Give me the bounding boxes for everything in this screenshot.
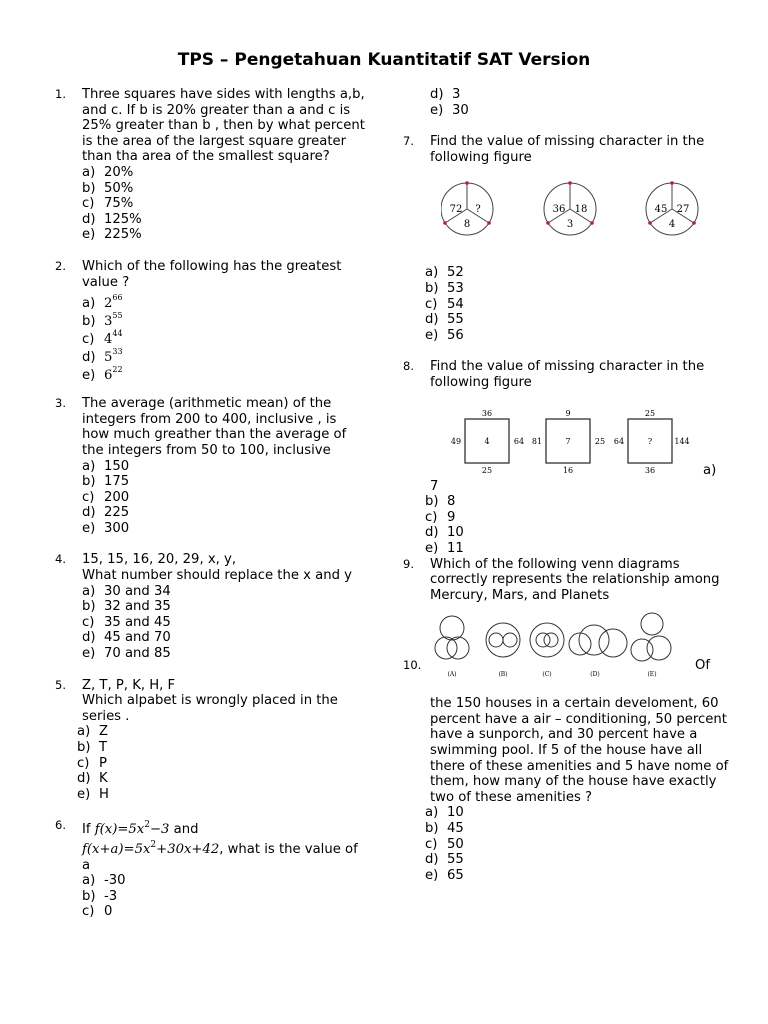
- option-label: e): [425, 867, 439, 883]
- right-value: 64: [513, 436, 525, 446]
- right-value: 144: [674, 436, 690, 446]
- power-exponent: 33: [112, 347, 123, 357]
- answer-option[interactable]: [82, 308, 365, 330]
- option-text: P: [99, 755, 107, 771]
- option-text: 30: [452, 102, 469, 118]
- answer-option[interactable]: [82, 196, 365, 212]
- question-text: Which of the following venn diagrams correctly represents the relationship among Mercury, Mars, and Planets: [430, 556, 720, 603]
- question-10: [403, 603, 733, 681]
- venn-circle: [631, 639, 653, 661]
- option-label: c): [82, 904, 95, 920]
- option-label: d): [82, 505, 96, 521]
- question-number: 5.: [55, 677, 66, 692]
- question-text: The average (arithmetic mean) of the integers from 200 to 400, inclusive , is how much greather than the average of the integers from 50 to 100, inclusive: [82, 396, 347, 458]
- right-value: 25: [594, 436, 606, 446]
- answer-option[interactable]: [82, 290, 365, 312]
- question-number: 1.: [55, 87, 66, 101]
- options-q10: [403, 805, 733, 883]
- power-base: 4: [104, 332, 113, 348]
- venn-diagram-c: [530, 623, 564, 657]
- option-label: e): [82, 646, 96, 662]
- answer-option[interactable]: [82, 584, 365, 600]
- option-text: T: [99, 740, 108, 755]
- node-dot: [670, 182, 674, 186]
- bottom-value: 3: [566, 219, 574, 231]
- question-tail: , what is the value of a: [82, 841, 358, 873]
- venn-label: (B): [498, 671, 508, 679]
- answer-option[interactable]: [82, 212, 365, 228]
- venn-diagram-a: [435, 616, 469, 659]
- venn-circle: [647, 636, 671, 660]
- number-series: 15, 15, 16, 20, 29, x, y,: [82, 552, 237, 568]
- venn-diagram-d: [569, 625, 627, 657]
- node-dot: [443, 222, 447, 226]
- option-label: a): [82, 164, 96, 180]
- option-label: c): [82, 332, 95, 348]
- option-text: 9: [447, 509, 456, 525]
- question-1: [55, 87, 365, 243]
- options-q4: [55, 584, 365, 662]
- answer-option[interactable]: [82, 490, 365, 506]
- option-label: a): [82, 296, 96, 312]
- question-number: 4.: [55, 552, 66, 567]
- venn-circle: [544, 633, 558, 647]
- option-text: Z: [99, 724, 109, 740]
- node-dot: [465, 182, 469, 186]
- option-label: c): [425, 296, 438, 312]
- question-number: 2.: [55, 258, 66, 273]
- option-label: a): [82, 583, 96, 599]
- square-figure: [429, 409, 733, 479]
- option-label: c): [82, 614, 95, 630]
- option-label: a): [82, 458, 96, 474]
- options-q6-left: [55, 873, 365, 920]
- options-q5: [55, 724, 365, 802]
- option-text: 70 and 85: [104, 646, 171, 662]
- answer-option[interactable]: [82, 362, 365, 384]
- options-q8: [403, 494, 733, 556]
- answer-option[interactable]: [425, 494, 733, 510]
- option-label: b): [77, 740, 91, 755]
- venn-label: (E): [647, 671, 657, 679]
- center-value: 7: [565, 436, 571, 446]
- question-text: Find the value of missing character in the following figure: [430, 359, 705, 390]
- option-text: -30: [104, 873, 126, 889]
- option-label: c): [82, 196, 95, 212]
- option-label: e): [82, 368, 96, 384]
- option-label: b): [82, 474, 96, 490]
- power-exponent: 55: [112, 311, 123, 321]
- option-text: 3: [452, 87, 461, 102]
- right-value: 18: [574, 204, 588, 216]
- option-label: e): [430, 102, 444, 118]
- power-base: 5: [104, 350, 113, 366]
- option-power: [104, 365, 123, 384]
- option-label: d): [77, 771, 91, 787]
- question-text: Find the value of missing character in the following figure: [430, 134, 705, 165]
- option-label: e): [77, 786, 91, 802]
- bottom-value: 4: [668, 219, 676, 231]
- venn-figure: [430, 608, 682, 685]
- option-label: e): [425, 327, 439, 343]
- question-6: [55, 818, 365, 920]
- answer-option[interactable]: [425, 297, 733, 313]
- option-label: b): [425, 821, 439, 837]
- answer-option[interactable]: [425, 837, 733, 853]
- venn-diagrams-figure: [430, 608, 682, 680]
- answer-option[interactable]: [77, 771, 365, 787]
- option-text: 225%: [104, 227, 142, 243]
- node-dot: [692, 222, 696, 226]
- option-label: a): [425, 805, 439, 821]
- option-text: H: [99, 786, 109, 802]
- left-value: 81: [531, 436, 543, 446]
- option-text: 8: [447, 494, 456, 510]
- option-text: 54: [447, 296, 464, 312]
- option-text: -3: [104, 888, 118, 904]
- center-value: 4: [484, 436, 490, 446]
- power-base: 2: [104, 296, 113, 312]
- answer-option[interactable]: [425, 805, 733, 821]
- option-label: e): [82, 520, 96, 536]
- venn-label: (A): [447, 671, 457, 679]
- top-value: 25: [644, 408, 656, 418]
- circle-figure: [441, 179, 733, 251]
- option-text: 32 and 35: [104, 599, 171, 615]
- option-label: a): [77, 724, 91, 740]
- answer-option[interactable]: [82, 474, 365, 490]
- left-value: 45: [654, 204, 668, 216]
- question-text: Which alpabet is wrongly placed in the series .: [82, 693, 338, 724]
- option-text: 75%: [104, 196, 134, 212]
- answer-option[interactable]: [82, 889, 365, 905]
- bottom-value: 8: [463, 219, 471, 231]
- question-number: 9.: [403, 556, 414, 571]
- options-q1: [55, 165, 365, 243]
- answer-option[interactable]: [82, 904, 365, 920]
- top-value: 9: [565, 408, 571, 418]
- answer-option[interactable]: [82, 227, 365, 243]
- answer-option[interactable]: [82, 599, 365, 615]
- answer-option[interactable]: [82, 505, 365, 521]
- venn-circle: [489, 633, 503, 647]
- if-word: If: [82, 822, 91, 838]
- venn-circle: [435, 637, 457, 659]
- bottom-value: 25: [481, 465, 493, 475]
- option-text: 300: [104, 520, 130, 536]
- answer-option[interactable]: [425, 328, 733, 344]
- option-label: e): [425, 540, 439, 556]
- venn-circle: [503, 633, 517, 647]
- option-text: 10: [447, 805, 464, 821]
- option-text: 225: [104, 505, 130, 521]
- option-a-value: 7: [430, 478, 439, 494]
- option-label: b): [82, 599, 96, 615]
- left-value: 72: [449, 204, 463, 216]
- circle-puzzle: [441, 182, 493, 236]
- question-4: [55, 552, 365, 661]
- option-label: b): [82, 314, 96, 330]
- option-label: c): [82, 489, 95, 505]
- options-q7: [403, 265, 733, 343]
- answer-option[interactable]: [82, 459, 365, 475]
- answer-option[interactable]: [77, 756, 365, 772]
- center-value: ?: [647, 436, 653, 446]
- question-number: 3.: [55, 396, 66, 411]
- option-label: c): [77, 755, 90, 771]
- letter-series: Z, T, P, K, H, F: [82, 677, 176, 693]
- answer-option[interactable]: [425, 281, 733, 297]
- venn-diagram-e: [631, 613, 671, 661]
- and-word: and: [173, 822, 199, 838]
- circle-puzzle: [544, 182, 596, 236]
- answer-option[interactable]: [425, 868, 733, 884]
- venn-circle: [530, 623, 564, 657]
- right-value: 27: [676, 204, 690, 216]
- question-7: [403, 134, 733, 343]
- bottom-value: 16: [562, 465, 574, 475]
- right-column: [403, 87, 733, 883]
- node-dot: [590, 222, 594, 226]
- option-label: d): [425, 852, 439, 868]
- left-value: 64: [613, 436, 625, 446]
- power-exponent: 44: [112, 329, 123, 339]
- venn-label: (D): [590, 671, 600, 679]
- answer-option[interactable]: [82, 165, 365, 181]
- option-text: 55: [447, 312, 464, 328]
- answer-option[interactable]: [425, 312, 733, 328]
- option-text: 52: [447, 265, 464, 281]
- option-label: a): [82, 873, 96, 889]
- option-text: 56: [447, 327, 464, 343]
- answer-option[interactable]: [77, 724, 365, 740]
- option-label: e): [82, 227, 96, 243]
- option-label: d): [82, 350, 96, 366]
- question-8: [403, 359, 733, 556]
- answer-option[interactable]: [82, 646, 365, 662]
- venn-circle: [641, 613, 663, 635]
- question-2: [55, 258, 365, 384]
- question-5: [55, 678, 365, 803]
- option-label: d): [425, 312, 439, 328]
- option-text: 125%: [104, 211, 142, 227]
- option-text: 30 and 34: [104, 583, 171, 599]
- right-value: ?: [475, 204, 481, 216]
- option-text: K: [99, 771, 108, 787]
- option-label: c): [425, 509, 438, 525]
- left-value: 36: [552, 204, 566, 216]
- node-dot: [487, 222, 491, 226]
- question-number: 10.: [403, 658, 422, 673]
- option-label: d): [82, 630, 96, 646]
- option-text: 65: [447, 867, 464, 883]
- function-1: [95, 822, 170, 837]
- power-exponent: 22: [112, 365, 123, 375]
- answer-option[interactable]: [82, 615, 365, 631]
- option-text: 53: [447, 280, 464, 296]
- options-q2: [55, 290, 365, 384]
- option-label: c): [425, 836, 438, 852]
- option-text: 150: [104, 458, 130, 474]
- answer-option[interactable]: [425, 541, 733, 557]
- square-puzzle: [451, 409, 524, 475]
- top-value: 36: [481, 408, 493, 418]
- venn-circle: [440, 616, 464, 640]
- question-text: Three squares have sides with lengths a,b, and c. If b is 20% greater than a and c is 25% greater than b , then by what percent is the area of the largest square greater than tha area of the smallest square?: [82, 87, 365, 165]
- option-text: 55: [447, 852, 464, 868]
- option-label: b): [82, 888, 96, 904]
- square-puzzle: [614, 409, 690, 475]
- answer-option[interactable]: [430, 103, 733, 119]
- answer-option[interactable]: [425, 265, 733, 281]
- option-label: b): [425, 280, 439, 296]
- option-text: 20%: [104, 164, 134, 180]
- node-dot: [546, 222, 550, 226]
- option-label: b): [82, 180, 96, 196]
- venn-circle: [579, 625, 609, 655]
- power-base: 6: [104, 368, 113, 384]
- question-text: [82, 818, 365, 873]
- node-dot: [568, 182, 572, 186]
- question-text: What number should replace the x and y: [82, 568, 352, 584]
- option-text: 175: [104, 474, 130, 490]
- venn-circle: [599, 629, 627, 657]
- option-label: d): [425, 525, 439, 541]
- option-label: d): [430, 87, 444, 102]
- venn-label: (C): [542, 671, 552, 679]
- function-1-exponent: 2: [144, 820, 150, 831]
- function-1-body: f(x)=5x: [94, 822, 145, 838]
- question-9: [403, 557, 733, 604]
- answer-option[interactable]: [82, 181, 365, 197]
- option-text: 45: [447, 821, 464, 837]
- answer-option[interactable]: [82, 873, 365, 889]
- answer-option[interactable]: [425, 821, 733, 837]
- answer-option[interactable]: [77, 740, 365, 756]
- function-2-tail: +30x+42: [156, 841, 220, 857]
- answer-option[interactable]: [82, 344, 365, 366]
- option-label: b): [425, 494, 439, 510]
- question-text: Which of the following has the greatest value ?: [82, 258, 342, 290]
- question-3: [55, 396, 365, 536]
- square-puzzle-figure: [429, 409, 699, 477]
- answer-option[interactable]: [425, 510, 733, 526]
- function-2: [82, 839, 220, 857]
- node-dot: [648, 222, 652, 226]
- answer-option[interactable]: [82, 326, 365, 348]
- question-number: 6.: [55, 818, 66, 833]
- answer-option[interactable]: [82, 630, 365, 646]
- venn-diagram-b: [486, 623, 520, 657]
- option-label: a): [425, 265, 439, 281]
- answer-option[interactable]: [425, 852, 733, 868]
- venn-circle: [447, 637, 469, 659]
- answer-option[interactable]: [77, 787, 365, 803]
- function-1-tail: −3: [149, 822, 170, 838]
- of-word: Of: [695, 658, 711, 674]
- left-value: 49: [450, 436, 462, 446]
- square-puzzle: [532, 409, 605, 475]
- option-text: 35 and 45: [104, 614, 171, 630]
- option-text: 0: [104, 904, 113, 920]
- page-title: TPS – Pengetahuan Kuantitatif SAT Version: [177, 50, 591, 70]
- option-text: 11: [447, 540, 464, 556]
- power-exponent: 66: [112, 293, 123, 303]
- left-column: [55, 87, 365, 920]
- function-2-body: f(x+a)=5x: [82, 841, 151, 857]
- circle-puzzle: [646, 182, 698, 236]
- option-a-label: a): [703, 462, 717, 478]
- answer-option[interactable]: [430, 87, 733, 103]
- option-label: d): [82, 211, 96, 227]
- power-base: 3: [104, 314, 113, 330]
- answer-option[interactable]: [82, 521, 365, 537]
- option-text: 45 and 70: [104, 630, 171, 646]
- options-q6-right: [403, 87, 733, 118]
- question-number: 7.: [403, 134, 414, 149]
- venn-circle: [536, 633, 550, 647]
- option-text: 200: [104, 489, 130, 505]
- function-2-exponent: 2: [150, 839, 157, 850]
- option-text: 50: [447, 836, 464, 852]
- option-text: 50%: [104, 180, 134, 196]
- circle-puzzle-figure: [441, 179, 716, 251]
- option-text: 10: [447, 525, 464, 541]
- options-q3: [55, 459, 365, 537]
- bottom-value: 36: [644, 465, 656, 475]
- question-10-text: the 150 houses in a certain develoment, 60 percent have a air – conditioning, 50 percent have a sunporch, and 30 percent have a swimming pool. If 5 of the house have all there of these amenities and 5 have nome of them, how many of the house have exactly two of these amenities ?: [430, 696, 729, 805]
- answer-option[interactable]: [425, 525, 733, 541]
- question-number: 8.: [403, 359, 414, 374]
